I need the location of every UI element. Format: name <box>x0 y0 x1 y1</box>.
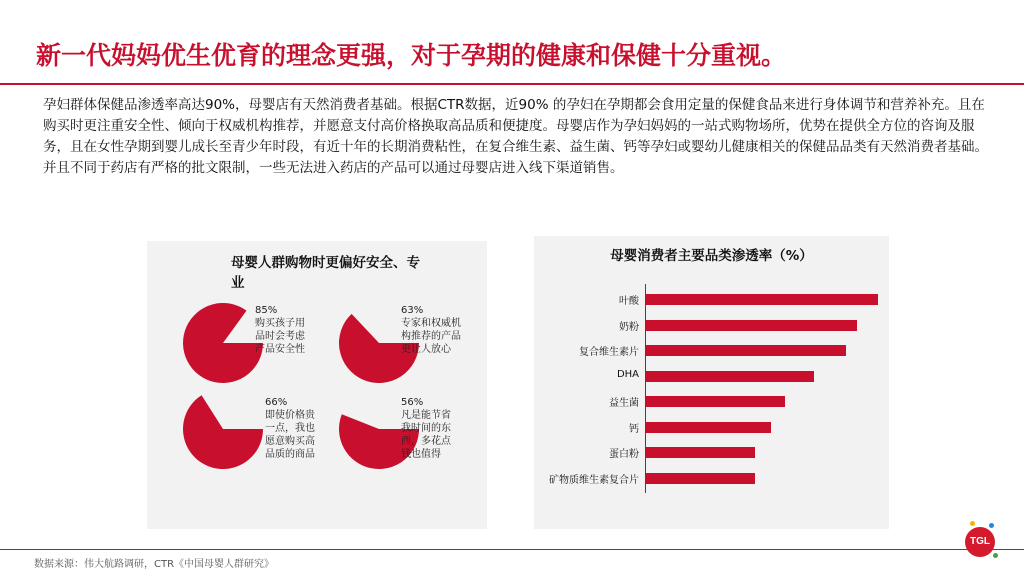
pie-chart-quality <box>181 387 265 471</box>
bar-category-label: 复合维生素片 <box>579 347 639 358</box>
bar-6 <box>646 447 755 458</box>
logo-dot-green <box>993 553 998 558</box>
chart-title: 母婴消费者主要品类渗透率（%） <box>610 248 813 264</box>
pie-caption-text: 即使价格贵一点，我也愿意购买高品质的商品 <box>265 410 315 460</box>
footer-divider <box>0 549 1024 550</box>
pie-chart-safety <box>181 301 265 385</box>
bar-category-label: 益生菌 <box>609 398 639 409</box>
pie-percent: 63% <box>401 305 424 316</box>
preference-panel-title: 母婴人群购物时更偏好安全、专业 <box>231 255 420 291</box>
bar-5 <box>646 422 771 433</box>
pie-slice <box>183 395 263 469</box>
pie-percent: 85% <box>255 305 278 316</box>
bar-category-label: 矿物质维生素复合片 <box>549 474 639 486</box>
pie-percent: 56% <box>401 397 424 408</box>
bar-2 <box>646 345 846 356</box>
source-note: 数据来源：伟大航路调研，CTR《中国母婴人群研究》 <box>34 559 275 570</box>
penetration-chart-panel <box>534 236 889 529</box>
bar-category-label: 钙 <box>629 423 639 435</box>
bar-category-label: 奶粉 <box>619 321 639 333</box>
bar-category-label: DHA <box>616 368 639 380</box>
pie-item-authority <box>337 301 487 401</box>
page-title: 新一代妈妈优生优育的理念更强，对于孕期的健康和保健十分重视。 <box>36 41 787 70</box>
pie-percent: 66% <box>265 397 288 408</box>
pie-caption-text: 专家和权威机构推荐的产品更让人放心 <box>401 318 461 355</box>
title-divider <box>0 83 1024 85</box>
pie-caption-text: 购买孩子用品时会考虑产品安全性 <box>255 318 305 355</box>
bar-4 <box>646 396 785 407</box>
pie-item-time <box>337 387 487 487</box>
preference-panel <box>147 241 487 529</box>
logo-dot-yellow <box>970 521 975 526</box>
bar-3 <box>646 371 814 382</box>
pie-caption-text: 凡是能节省我时间的东西，多花点钱也值得 <box>401 410 451 460</box>
y-axis-line <box>645 284 646 493</box>
bar-1 <box>646 320 857 331</box>
tgl-logo: TGL <box>965 527 995 557</box>
intro-paragraph: 孕妇群体保健品渗透率高达90%，母婴店有天然消费者基础。根据CTR数据，近90% 的孕妇在孕期都会食用定量的保健食品来进行身体调节和营养补充。且在购买时更注重安全性、倾向于权威机构推荐，并愿意支付高价格换取高品质和便捷度。母婴店作为孕妇妈妈的一站式购物场所，优势在提供全方位的咨询及服务，且在女性孕期到婴儿成长至青少年时段，有近十年的长期消费粘性，在复合维生素、益生菌、钙等孕妇或婴幼儿健康相关的保健品品类有天然消费者基础。并且不同于药店有严格的批文限制，一些无法进入药店的产品可以通过母婴店进入线下渠道销售。 <box>43 97 988 176</box>
logo-dot-blue <box>989 523 994 528</box>
bar-category-label: 叶酸 <box>619 296 639 307</box>
bar-category-label: 蛋白粉 <box>609 449 639 460</box>
pie-item-quality <box>181 387 331 487</box>
bar-0 <box>646 294 878 305</box>
bar-7 <box>646 473 755 484</box>
pie-slice <box>183 303 263 383</box>
pie-item-safety <box>181 301 331 401</box>
